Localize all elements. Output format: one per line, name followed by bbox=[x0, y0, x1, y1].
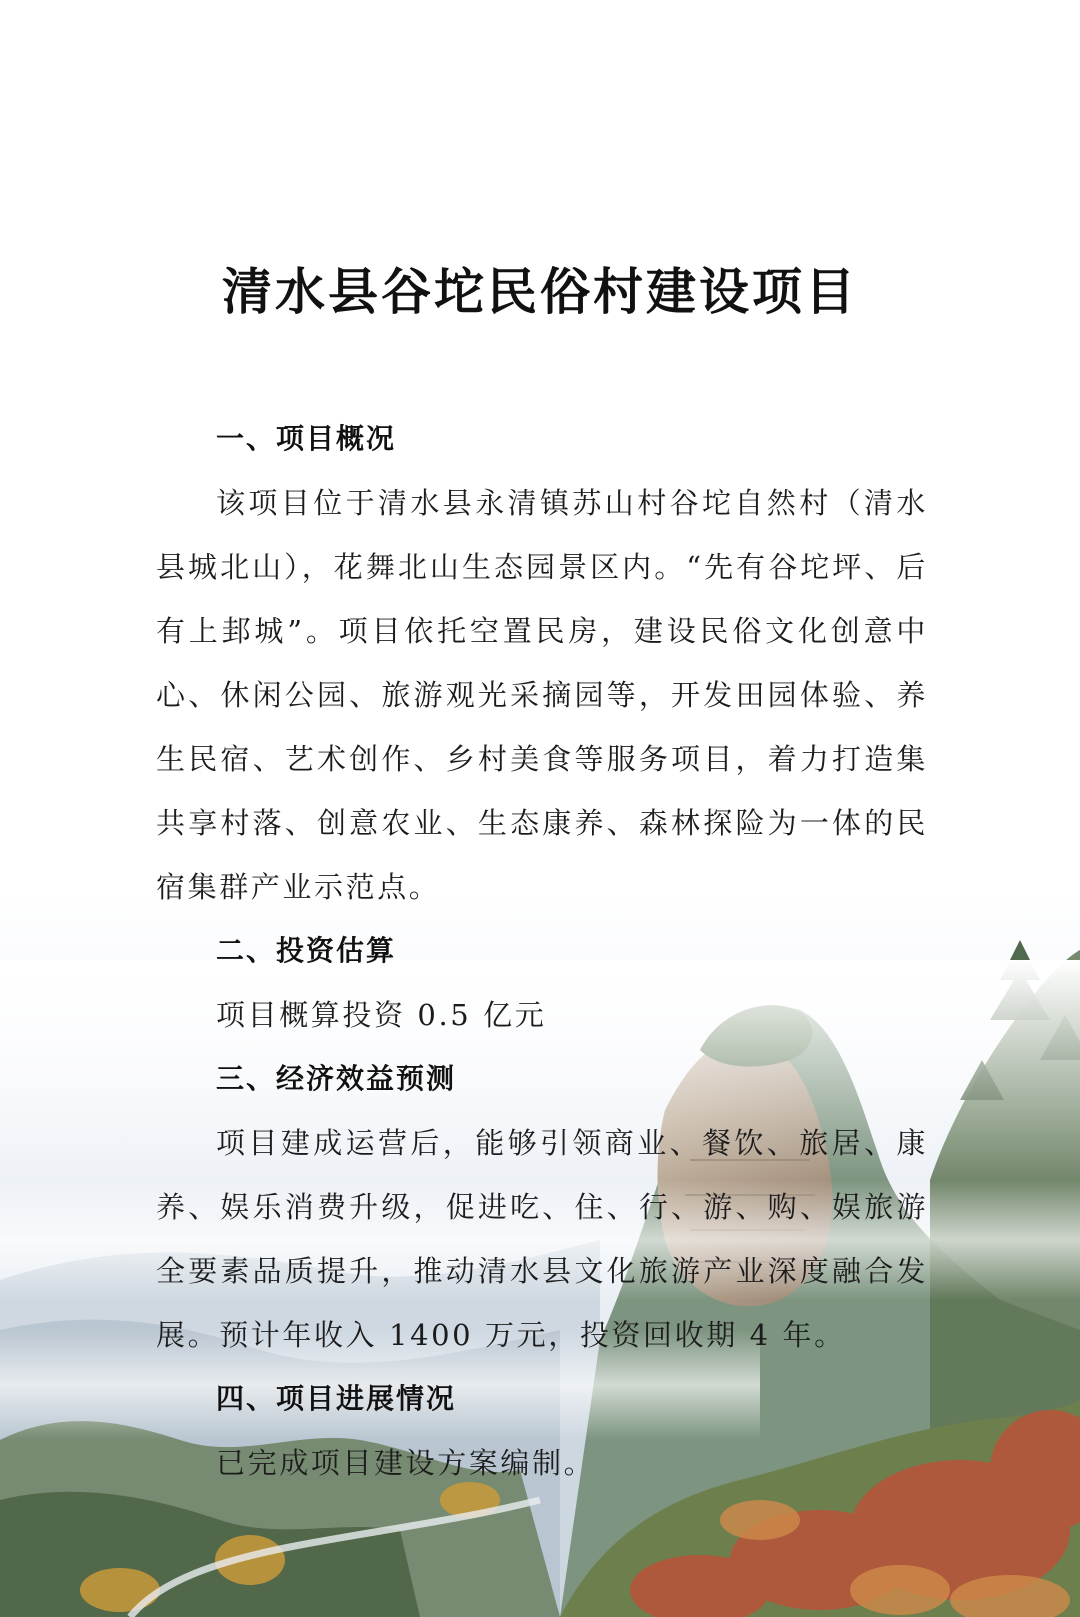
section-body-investment: 项目概算投资 0.5 亿元 bbox=[216, 998, 547, 1032]
document-body bbox=[156, 407, 928, 1495]
page-title: 清水县谷坨民俗村建设项目 bbox=[222, 263, 858, 321]
section-body-progress: 已完成项目建设方案编制。 bbox=[216, 1446, 596, 1480]
section-body-overview: 该项目位于清水县永清镇苏山村谷坨自然村（清水县城北山），花舞北山生态园景区内。“先有谷坨坪、后有上邽城”。项目依托空置民房，建设民俗文化创意中心、休闲公园、旅游观光采摘园等，开发田园体验、养生民宿、艺术创作、乡村美食等服务项目，着力打造集共享村落、创意农业、生态康养、森林探险为一体的民宿集群产业示范点。 bbox=[156, 486, 928, 904]
section-heading-overview: 一、项目概况 bbox=[216, 422, 397, 455]
section-heading-benefits: 三、经济效益预测 bbox=[216, 1062, 457, 1095]
section-heading-investment: 二、投资估算 bbox=[216, 934, 397, 967]
section-heading-progress: 四、项目进展情况 bbox=[216, 1382, 457, 1415]
section-body-benefits: 项目建成运营后，能够引领商业、餐饮、旅居、康养、娱乐消费升级，促进吃、住、行、游、购、娱旅游全要素品质提升，推动清水县文化旅游产业深度融合发展。预计年收入 1400 万元，投资回收期 4 年。 bbox=[156, 1126, 928, 1352]
